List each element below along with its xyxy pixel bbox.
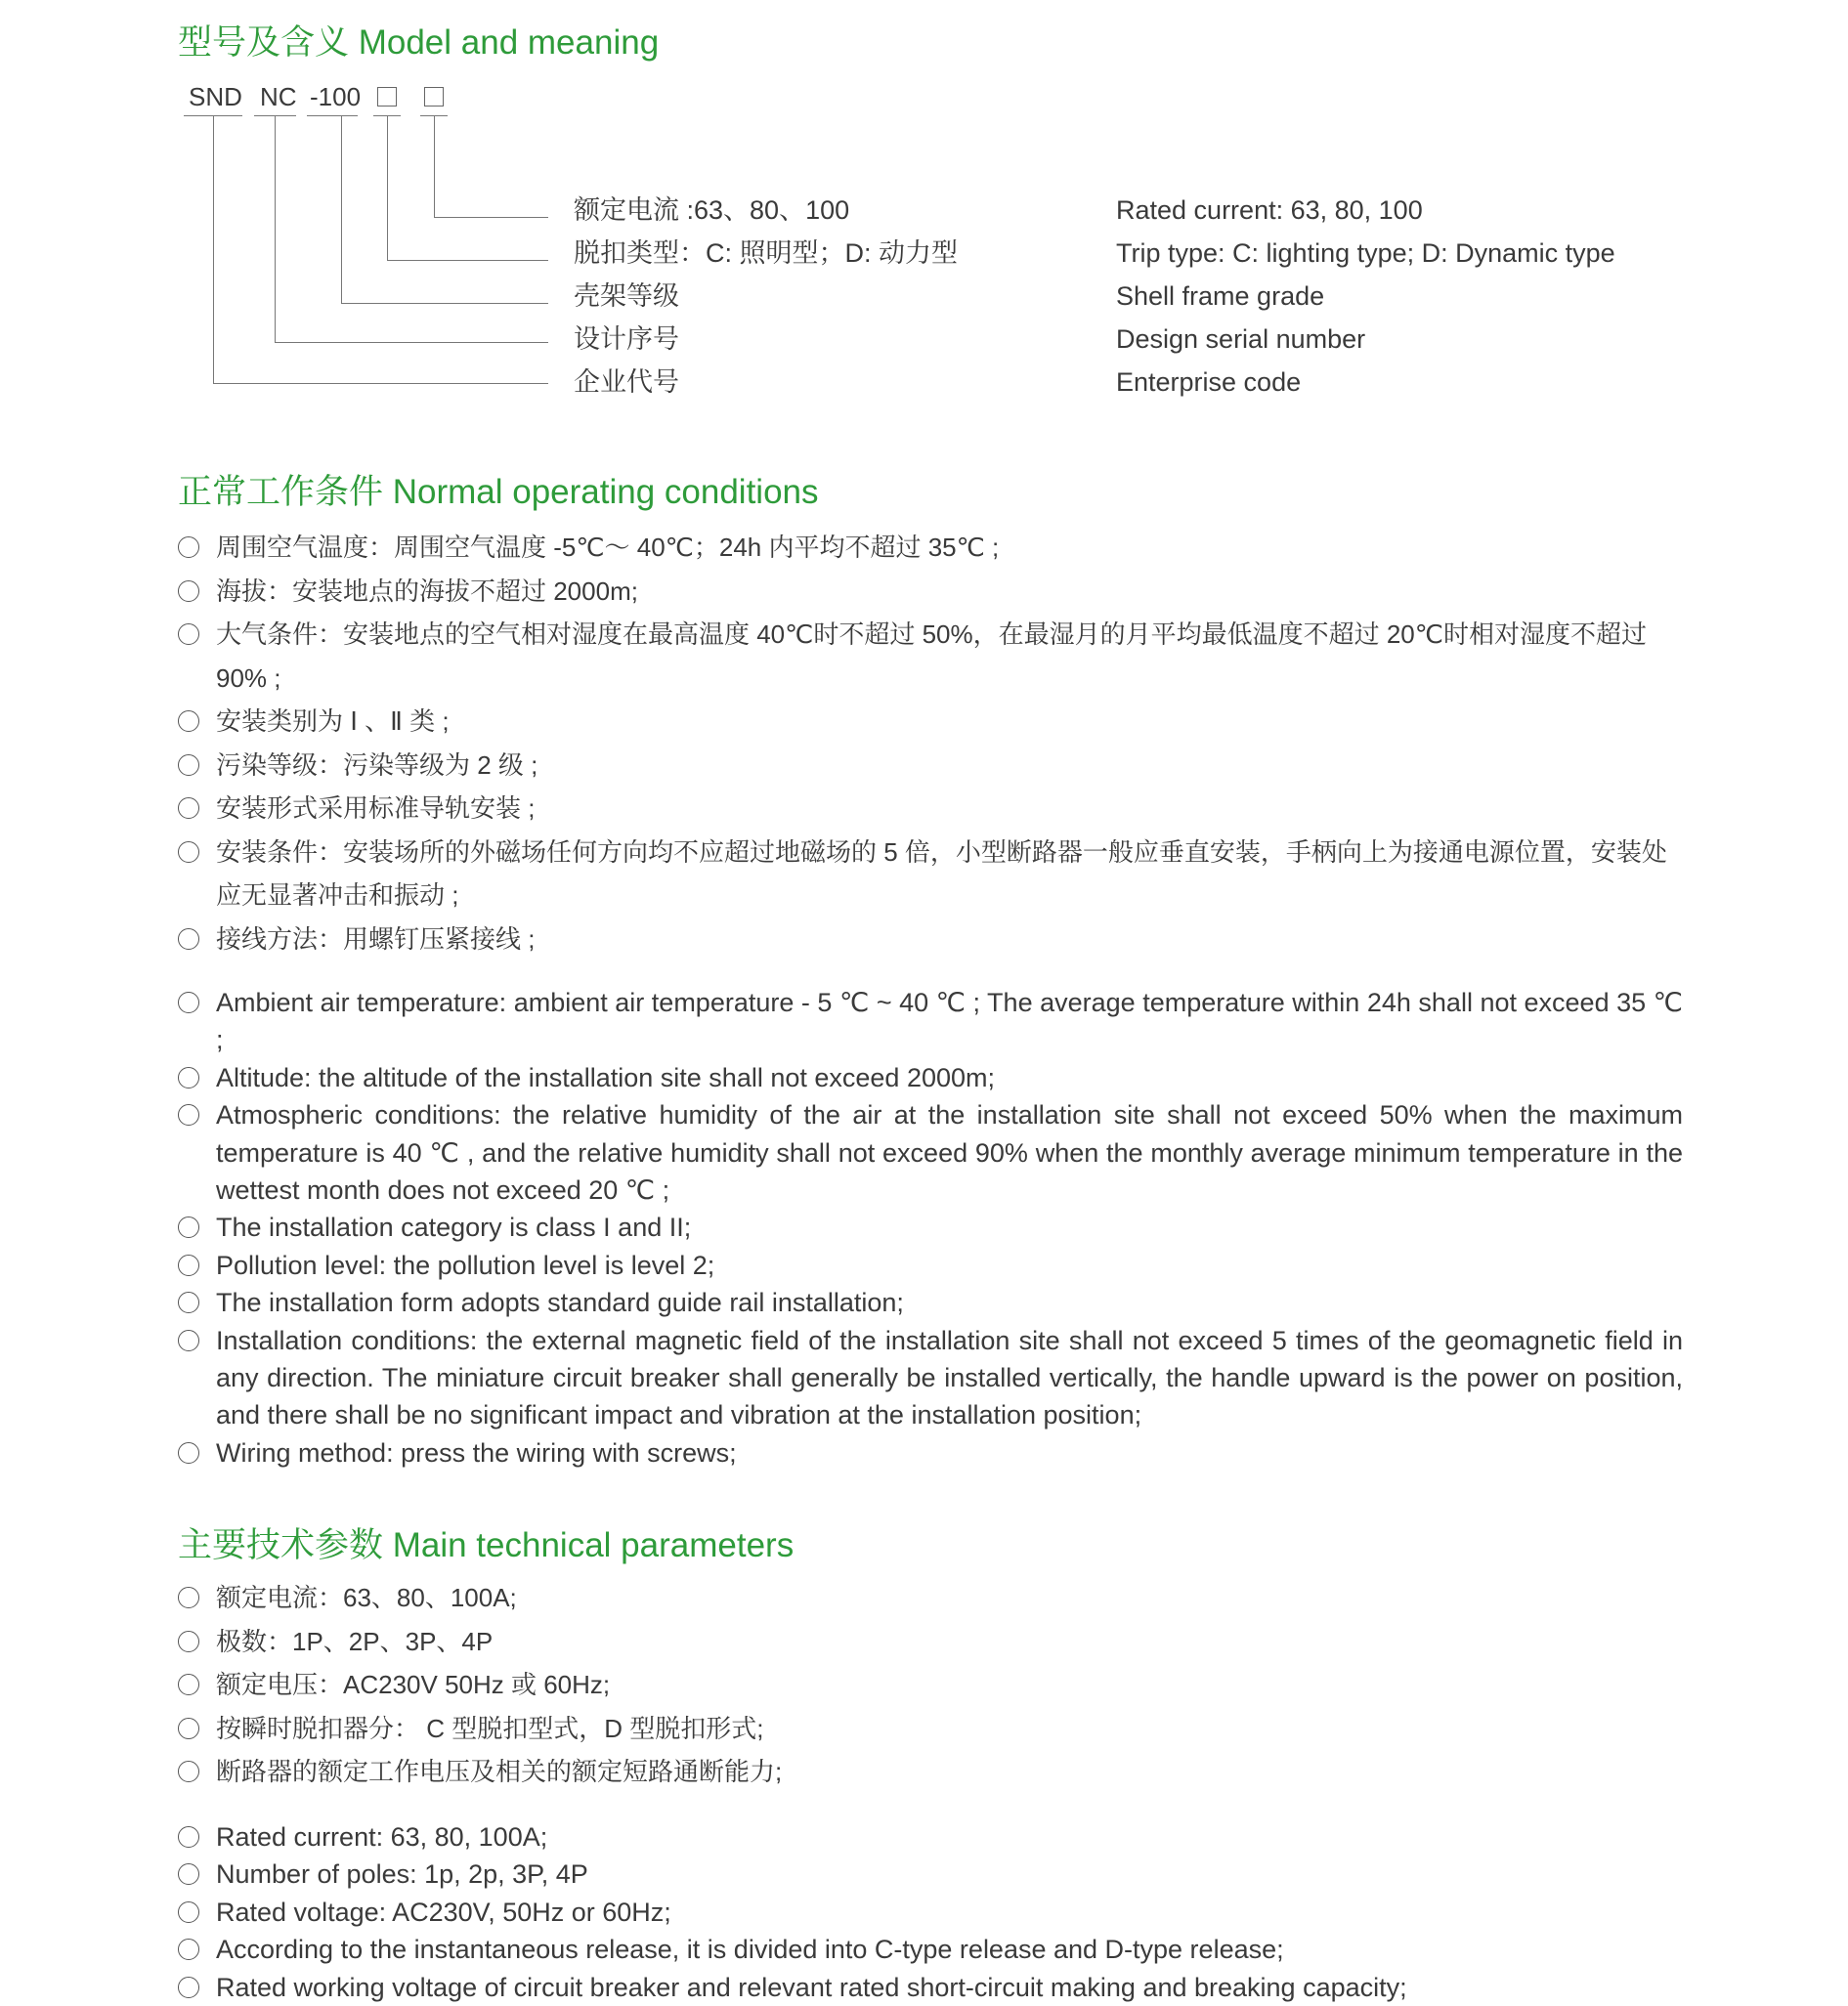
list-item-text: Atmospheric conditions: the relative humidity of the air at the installation site shall not exceed 50% when the maximum temperature is 40 ℃ , and the relative humidity shall not exceed 90% when the monthly average minimum temperature in the wettest month does not exceed 20 ℃ ; (216, 1100, 1683, 1206)
bullet-circle-icon (178, 928, 199, 950)
list-item (178, 1818, 1683, 1856)
connector-vertical (213, 115, 214, 383)
connector-vertical (387, 115, 388, 260)
bullet-circle-icon (178, 1442, 199, 1464)
section-heading-model: 型号及含义 Model and meaning (178, 23, 660, 62)
list-item-text: According to the instantaneous release, it is divided into C-type release and D-type release; (216, 1935, 1284, 1965)
code-part-frame: -100 (310, 82, 362, 111)
list-item (178, 918, 1683, 961)
bullet-circle-icon (178, 623, 199, 645)
parameters-list-en (178, 1818, 1683, 2006)
list-item (178, 1284, 1683, 1321)
meaning-en-trip-type: Trip type: C: lighting type; D: Dynamic type (1116, 238, 1615, 268)
bullet-circle-icon (178, 1863, 199, 1885)
list-item-text: Pollution level: the pollution level is level 2; (216, 1250, 715, 1280)
bullet-circle-icon (178, 992, 199, 1013)
list-item-text: 安装形式采用标准导轨安装 ; (216, 793, 536, 823)
list-item-text: Installation conditions: the external magnetic field of the installation site shall not exceed 5 times of the geomagnetic field in any direction. The miniature circuit breaker shall generally be installed vertically, the handle upward is the power on position, and there shall be no significant impact and vibration at the installation position; (216, 1325, 1683, 1430)
list-item-text: 接线方法：用螺钉压紧接线 ; (216, 923, 536, 954)
bullet-circle-icon (178, 1255, 199, 1276)
list-item (178, 1322, 1683, 1434)
list-item (178, 1209, 1683, 1246)
list-item (178, 1707, 1683, 1751)
list-item (178, 1931, 1683, 1968)
list-item-text: Rated voltage: AC230V, 50Hz or 60Hz; (216, 1897, 671, 1927)
connector-horizontal (434, 217, 548, 218)
list-item (178, 1894, 1683, 1931)
bullet-circle-icon (178, 1939, 199, 1960)
list-item-text: 极数：1P、2P、3P、4P (216, 1626, 494, 1656)
list-item (178, 613, 1683, 700)
connector-horizontal (341, 303, 548, 304)
bullet-circle-icon (178, 1216, 199, 1238)
list-item-text: 安装类别为 Ⅰ 、Ⅱ 类 ; (216, 706, 450, 736)
list-item-text: Rated current: 63, 80, 100A; (216, 1822, 548, 1852)
connector-vertical (434, 115, 435, 217)
bullet-circle-icon (178, 1718, 199, 1739)
list-item (178, 1247, 1683, 1284)
list-item (178, 1856, 1683, 1893)
list-item (178, 1096, 1683, 1209)
code-box-trip-type (377, 87, 397, 107)
meaning-en-rated-current: Rated current: 63, 80, 100 (1116, 195, 1423, 225)
list-item (178, 744, 1683, 788)
connector-vertical (341, 115, 342, 303)
bullet-circle-icon (178, 754, 199, 776)
bullet-circle-icon (178, 1067, 199, 1088)
section-heading-parameters: 主要技术参数 Main technical parameters (178, 1526, 795, 1564)
code-part-design: NC (260, 82, 297, 111)
list-item-text: 污染等级：污染等级为 2 级 ; (216, 749, 538, 780)
meaning-cn-enterprise-code: 企业代号 (574, 367, 679, 397)
list-item (178, 526, 1683, 570)
list-item-text: 额定电压：AC230V 50Hz 或 60Hz; (216, 1670, 611, 1699)
bullet-circle-icon (178, 1104, 199, 1126)
list-item (178, 1434, 1683, 1472)
connector-horizontal (387, 260, 548, 261)
bullet-circle-icon (178, 1977, 199, 1998)
bullet-circle-icon (178, 1674, 199, 1695)
list-item-text: Ambient air temperature: ambient air temperature - 5 ℃ ~ 40 ℃ ; The average temperature within 24h shall not exceed 35 ℃ ; (216, 988, 1683, 1055)
bullet-circle-icon (178, 1631, 199, 1652)
conditions-list-cn (178, 526, 1683, 960)
list-item (178, 831, 1683, 918)
bullet-circle-icon (178, 1826, 199, 1848)
bullet-circle-icon (178, 1330, 199, 1351)
list-item-text: Wiring method: press the wiring with screws; (216, 1437, 737, 1468)
meaning-en-shell-frame: Shell frame grade (1116, 281, 1325, 311)
list-item (178, 1576, 1683, 1620)
meaning-cn-rated-current: 额定电流 :63、80、100 (574, 195, 850, 225)
bullet-circle-icon (178, 797, 199, 819)
list-item-text: The installation category is class I and II; (216, 1213, 692, 1243)
list-item-text: 安装条件：安装场所的外磁场任何方向均不应超过地磁场的 5 倍，小型断路器一般应垂直安装，手柄向上为接通电源位置，安装处应无显著冲击和振动 ; (216, 836, 1667, 910)
meaning-en-enterprise-code: Enterprise code (1116, 367, 1302, 397)
list-item-text: 海拔：安装地点的海拔不超过 2000m; (216, 576, 638, 606)
list-item (178, 787, 1683, 831)
list-item-text: 断路器的额定工作电压及相关的额定短路通断能力; (216, 1757, 783, 1786)
connector-horizontal (275, 342, 548, 343)
list-item (178, 1969, 1683, 2006)
bullet-circle-icon (178, 580, 199, 602)
meaning-cn-trip-type: 脱扣类型：C: 照明型；D: 动力型 (574, 238, 959, 268)
list-item (178, 1750, 1683, 1794)
code-box-rated-current (424, 87, 444, 107)
list-item-text: 周围空气温度：周围空气温度 -5℃～ 40℃；24h 内平均不超过 35℃ ; (216, 533, 1000, 562)
bullet-circle-icon (178, 1901, 199, 1923)
bullet-circle-icon (178, 1761, 199, 1782)
bullet-circle-icon (178, 841, 199, 863)
list-item (178, 570, 1683, 614)
list-item (178, 1620, 1683, 1664)
list-item (178, 700, 1683, 744)
list-item (178, 984, 1683, 1059)
connector-vertical (275, 115, 276, 342)
bullet-circle-icon (178, 1587, 199, 1608)
bullet-circle-icon (178, 710, 199, 732)
section-heading-conditions: 正常工作条件 Normal operating conditions (178, 473, 819, 511)
bullet-circle-icon (178, 1292, 199, 1313)
conditions-list-en (178, 984, 1683, 1472)
list-item-text: 额定电流：63、80、100A; (216, 1583, 517, 1612)
meaning-en-design-serial: Design serial number (1116, 324, 1366, 354)
code-part-enterprise: SND (189, 82, 242, 111)
list-item-text: 大气条件：安装地点的空气相对湿度在最高温度 40℃时不超过 50%，在最湿月的月平均最低温度不超过 20℃时相对湿度不超过 90% ; (216, 619, 1647, 693)
list-item-text: 按瞬时脱扣器分： C 型脱扣型式，D 型脱扣形式; (216, 1713, 764, 1743)
parameters-list-cn (178, 1576, 1683, 1794)
underline (307, 115, 358, 116)
meaning-cn-shell-frame: 壳架等级 (574, 281, 679, 311)
connector-horizontal (213, 383, 548, 384)
bullet-circle-icon (178, 536, 199, 558)
list-item-text: Altitude: the altitude of the installation site shall not exceed 2000m; (216, 1062, 996, 1092)
list-item-text: Rated working voltage of circuit breaker and relevant rated short-circuit making and breaking capacity; (216, 1972, 1407, 2002)
list-item (178, 1059, 1683, 1096)
list-item-text: Number of poles: 1p, 2p, 3P, 4P (216, 1859, 588, 1890)
list-item-text: The installation form adopts standard guide rail installation; (216, 1288, 904, 1318)
meaning-cn-design-serial: 设计序号 (574, 324, 679, 354)
list-item (178, 1663, 1683, 1707)
